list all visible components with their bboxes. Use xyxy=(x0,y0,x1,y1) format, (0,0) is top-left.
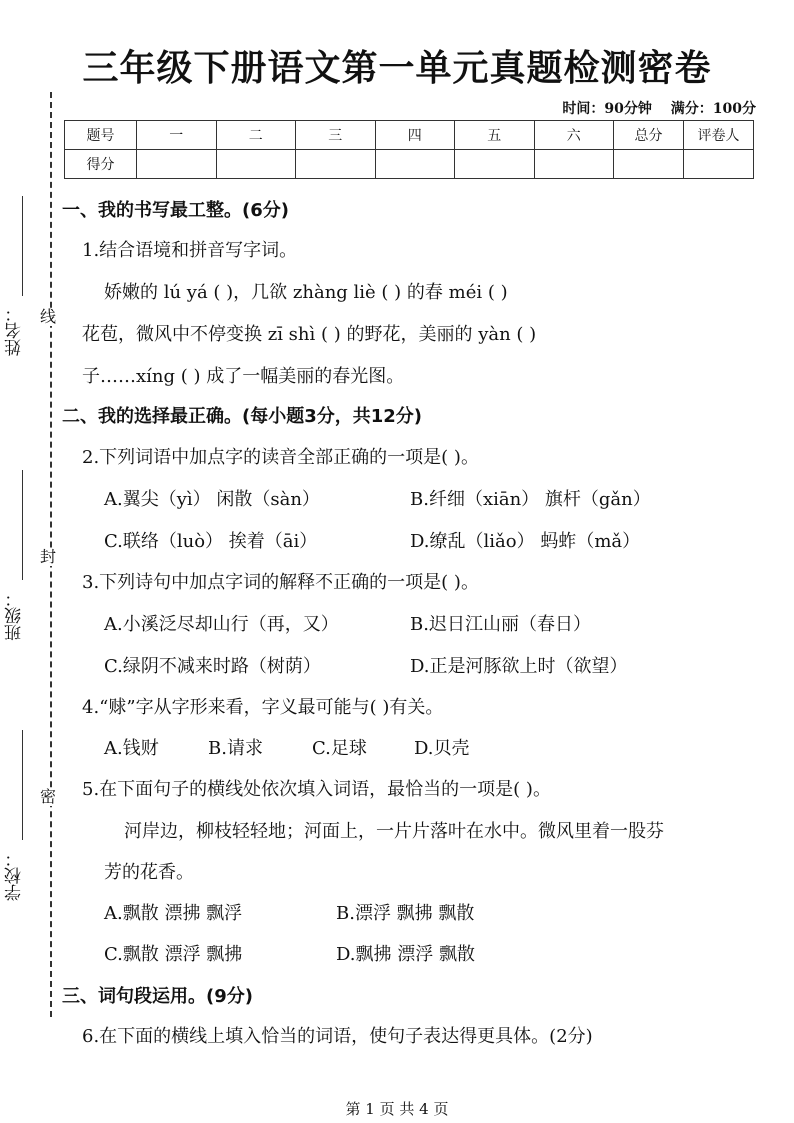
binding-mark-line: 线 xyxy=(40,307,57,326)
question-6: 6.在下面的横线上填入恰当的词语，使句子表达得更具体。(2分) xyxy=(82,1026,593,1047)
question-4-option-a[interactable]: A.钱财 xyxy=(104,738,159,759)
name-label: 姓名： xyxy=(5,305,25,356)
binding-mark-secret: 密 xyxy=(40,787,57,806)
question-1-line-1: 娇嫩的 lú yá ( )，几欲 zhàng liè ( ) 的春 méi ( ) xyxy=(104,282,508,303)
score-header-cell: 总分 xyxy=(614,121,684,150)
question-3-option-d[interactable]: D.正是河豚欲上时（欲望） xyxy=(410,656,628,677)
score-table-score-row xyxy=(65,150,754,179)
score-header-cell: 一 xyxy=(137,121,217,150)
question-5-passage-line-1: 河岸边，柳枝轻轻地；河面上，一片片落叶在水中。微风里着一股芬 xyxy=(124,821,664,842)
question-4-option-b[interactable]: B.请求 xyxy=(208,738,263,759)
question-5-option-b[interactable]: B.漂浮 飘拂 飘散 xyxy=(336,903,475,924)
question-2-option-a[interactable]: A.翼尖（yì） 闲散（sàn） xyxy=(104,489,320,510)
question-4: 4.“赇”字从字形来看，字义最可能与( )有关。 xyxy=(82,697,444,718)
score-header-cell: 题号 xyxy=(65,121,137,150)
score-cell[interactable] xyxy=(375,150,455,179)
question-2-option-b[interactable]: B.纤细（xiān） 旗杆（gǎn） xyxy=(410,489,651,510)
score-header-cell: 评卷人 xyxy=(684,121,754,150)
question-2: 2.下列词语中加点字的读音全部正确的一项是( )。 xyxy=(82,447,479,468)
page-title: 三年级下册语文第一单元真题检测密卷 xyxy=(82,48,712,89)
class-label: 班级： xyxy=(5,590,25,641)
question-5-passage-line-2: 芳的花香。 xyxy=(104,862,194,883)
score-row-label: 得分 xyxy=(65,150,137,179)
exam-full-score: 满分：100分 xyxy=(670,101,756,117)
score-cell[interactable] xyxy=(684,150,754,179)
section-3-heading: 三、词句段运用。(9分) xyxy=(62,986,253,1007)
question-3-option-a[interactable]: A.小溪泛尽却山行（再，又） xyxy=(104,614,339,635)
question-5-option-a[interactable]: A.飘散 漂拂 飘浮 xyxy=(104,903,243,924)
question-4-option-d[interactable]: D.贝壳 xyxy=(414,738,470,759)
page-footer: 第 1 页 共 4 页 xyxy=(345,1100,449,1118)
school-label: 学校： xyxy=(5,850,25,901)
question-4-option-c[interactable]: C.足球 xyxy=(312,738,367,759)
question-3-option-b[interactable]: B.迟日江山丽（春日） xyxy=(410,614,591,635)
score-cell[interactable] xyxy=(614,150,684,179)
name-fill-line[interactable] xyxy=(22,196,23,296)
exam-meta xyxy=(548,98,756,118)
score-header-cell: 三 xyxy=(296,121,376,150)
score-header-cell: 六 xyxy=(534,121,614,150)
score-cell[interactable] xyxy=(534,150,614,179)
section-2-heading: 二、我的选择最正确。(每小题3分，共12分) xyxy=(62,406,423,427)
question-5: 5.在下面句子的横线处依次填入词语，最恰当的一项是( )。 xyxy=(82,779,551,800)
score-cell[interactable] xyxy=(455,150,535,179)
score-header-cell: 二 xyxy=(216,121,296,150)
section-1-heading: 一、我的书写最工整。(6分) xyxy=(62,200,289,221)
question-1: 1.结合语境和拼音写字词。 xyxy=(82,240,298,261)
score-header-cell: 四 xyxy=(375,121,455,150)
question-1-line-3: 子……xíng ( ) 成了一幅美丽的春光图。 xyxy=(82,366,405,387)
question-5-option-d[interactable]: D.飘拂 漂浮 飘散 xyxy=(336,944,475,965)
question-2-option-c[interactable]: C.联络（luò） 挨着（āi） xyxy=(104,531,318,552)
score-table-header-row xyxy=(65,121,754,150)
school-fill-line[interactable] xyxy=(22,730,23,840)
score-cell[interactable] xyxy=(216,150,296,179)
question-3: 3.下列诗句中加点字词的解释不正确的一项是( )。 xyxy=(82,572,479,593)
binding-mark-seal: 封 xyxy=(40,547,57,566)
question-3-option-c[interactable]: C.绿阴不减来时路（树荫） xyxy=(104,656,321,677)
question-1-line-2: 花苞，微风中不停变换 zī shì ( ) 的野花，美丽的 yàn ( ) xyxy=(82,324,537,345)
exam-time: 时间：90分钟 xyxy=(562,101,652,117)
score-header-cell: 五 xyxy=(455,121,535,150)
question-2-option-d[interactable]: D.缭乱（liǎo） 蚂蚱（mǎ） xyxy=(410,531,641,552)
score-cell[interactable] xyxy=(137,150,217,179)
score-table xyxy=(64,120,754,179)
class-fill-line[interactable] xyxy=(22,470,23,580)
question-5-option-c[interactable]: C.飘散 漂浮 飘拂 xyxy=(104,944,243,965)
score-cell[interactable] xyxy=(296,150,376,179)
